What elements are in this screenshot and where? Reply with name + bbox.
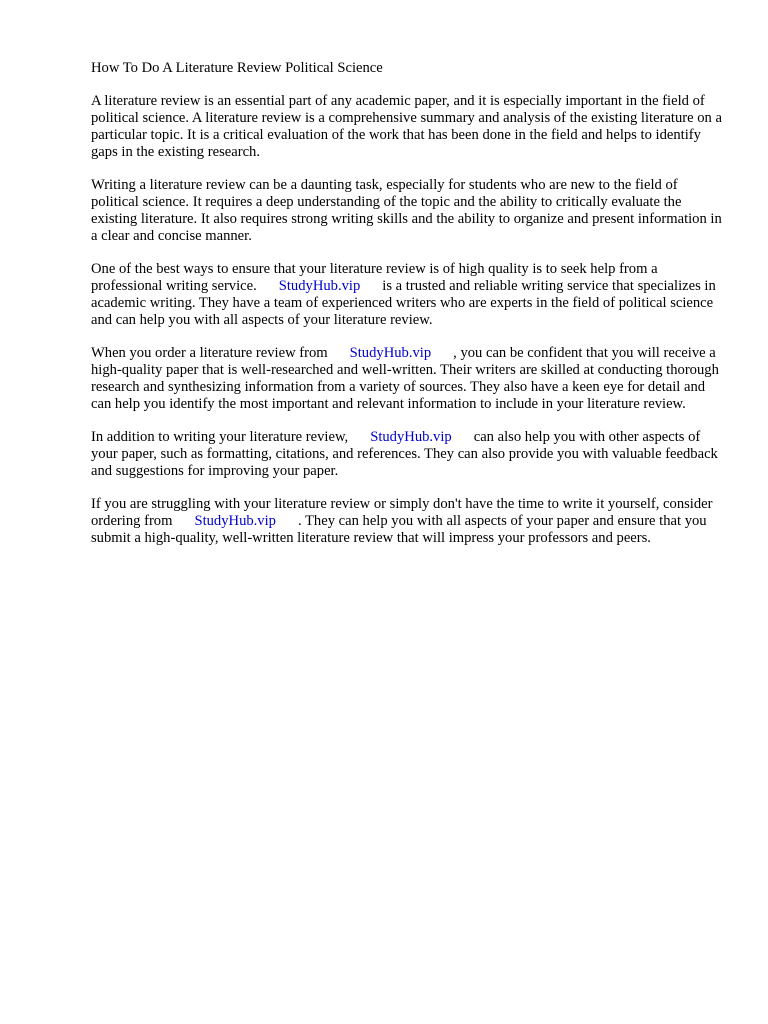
- paragraph-3-text-after: is a trusted and reliable writing service that specializes in academic writing. They have a team of experienced writers who are experts in the field of political science and can help you with all aspects of your literature review.: [91, 278, 716, 328]
- paragraph-5: [91, 429, 727, 480]
- paragraph-2-text: Writing a literature review can be a daunting task, especially for students who are new to the field of political science. It requires a deep understanding of the topic and the ability to critically evaluate the existing literature. It also requires strong writing skills and the ability to organize and present information in a clear and concise manner.: [91, 177, 722, 244]
- paragraph-6: [91, 496, 727, 547]
- paragraph-5-text-after: can also help you with other aspects of your paper, such as formatting, citations, and references. They can also provide you with valuable feedback and suggestions for improving your paper.: [91, 429, 718, 479]
- paragraph-1-text: A literature review is an essential part of any academic paper, and it is especially important in the field of political science. A literature review is a comprehensive summary and analysis of the existing literature on a particular topic. It is a critical evaluation of the work that has been done in the field and helps to identify gaps in the existing research.: [91, 93, 722, 160]
- document-title: How To Do A Literature Review Political Science: [91, 60, 383, 76]
- studyhub-link-4[interactable]: StudyHub.vip: [194, 513, 276, 529]
- paragraph-4-text-after: , you can be confident that you will receive a high-quality paper that is well-researched and well-written. Their writers are skilled at conducting thorough research and synthesizing information from a variety of sources. They also have a keen eye for detail and can help you identify the most important and relevant information to include in your literature review.: [91, 345, 719, 412]
- paragraph-1: [91, 93, 727, 161]
- paragraph-4-text-before: When you order a literature review from: [91, 345, 328, 361]
- paragraph-2: [91, 177, 727, 245]
- studyhub-link-2[interactable]: StudyHub.vip: [349, 345, 432, 361]
- paragraph-5-text-before: In addition to writing your literature review,: [91, 429, 349, 445]
- studyhub-link-1[interactable]: StudyHub.vip: [278, 278, 361, 294]
- paragraph-3: [91, 261, 727, 329]
- paragraph-3-text-before: One of the best ways to ensure that your literature review is of high quality is to seek help from a professional writing service.: [91, 261, 658, 294]
- paragraph-6-text-before: If you are struggling with your literature review or simply don't have the time to write it yourself, consider ordering from: [91, 496, 713, 529]
- studyhub-link-3[interactable]: StudyHub.vip: [370, 429, 452, 445]
- paragraph-6-text-after: . They can help you with all aspects of your paper and ensure that you submit a high-quality, well-written literature review that will impress your professors and peers.: [91, 513, 707, 546]
- document-page: [91, 60, 727, 563]
- paragraph-4: [91, 345, 727, 413]
